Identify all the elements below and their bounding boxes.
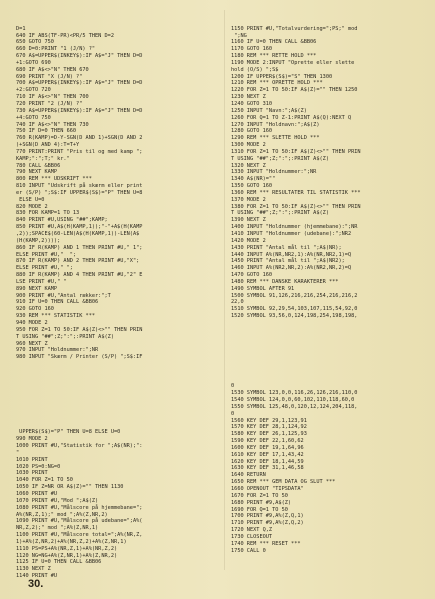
- code-line: 1250 INPUT "Navn:";A$(Z): [231, 107, 307, 114]
- code-line: 1170 GOTO 160: [231, 46, 273, 53]
- code-line: 1490 SYMBOL AFTER 91: [231, 285, 295, 292]
- code-line: 1580 KEY DEF 26,1,125,93: [231, 431, 307, 438]
- code-line: 1660 OPENOUT "TIPSDATA": [231, 486, 304, 492]
- code-line: 810 INPUT "Udskrift på skærm eller print: [16, 183, 143, 190]
- code-line: 640 IF ABS(TF-PR)<PR/5 THEN D=2: [16, 32, 114, 39]
- code-line: +4:GOTO 750: [16, 114, 51, 121]
- code-line: UPPER$(S$)="P" THEN U=8 ELSE U=0: [16, 429, 121, 436]
- code-line: 1630 KEY DEF 31,1,46,58: [231, 465, 304, 472]
- code-line: 1570 KEY DEF 28,1,124,92: [231, 424, 307, 431]
- code-line: 690 PRINT "X (J/N) ?": [16, 73, 83, 80]
- code-line: 1430 PRINT "Antal mål til ";A$(NR);: [231, 244, 342, 251]
- code-line: 1090 PRINT #U,"Målscore på udebane=";A%(: [16, 518, 143, 525]
- code-line: 22,0: [231, 299, 244, 306]
- code-line: 1420 MODE 2: [231, 237, 266, 244]
- right-top-block: [231, 26, 429, 320]
- code-line: 900 PRINT #U,"Antal rækker:";T: [16, 292, 111, 299]
- code-line: 1130 NEXT Z: [16, 566, 51, 573]
- code-line: LSE PRINT #U," ": [16, 278, 67, 285]
- code-line: 1340 A$(NR)="": [231, 176, 276, 183]
- code-line: 1125 IF U=0 THEN CALL &BB06: [16, 559, 102, 566]
- code-line: )+SGN(D AND 4):T=T+Y: [16, 142, 80, 149]
- code-line: 1350 GOTO 160: [231, 183, 273, 190]
- code-line: +1:GOTO 690: [16, 59, 51, 66]
- code-line: 880 IF R(KAMP) AND 4 THEN PRINT #U,"2" E: [16, 272, 143, 279]
- code-line: 1480 REM *** DANSKE KARAKTERER ***: [231, 278, 339, 285]
- code-line: 720 PRINT "2 (J/N) ?": [16, 100, 83, 107]
- code-line: 650 GOTO 750: [16, 39, 54, 46]
- code-line: 1540 SYMBOL 124,0,0,60,102,110,118,60,0: [231, 397, 355, 404]
- code-line: 0: [231, 410, 235, 417]
- code-line: 860 IF R(KAMP) AND 1 THEN PRINT #U," 1";: [16, 244, 143, 251]
- code-line: 920 GOTO 160: [16, 306, 54, 313]
- code-line: 1460 INPUT A%(NR2,NR,2):A%(NR2,NR,2)=Q: [231, 265, 352, 272]
- code-line: 940 MODE 2: [16, 319, 48, 326]
- code-line: 700 A$=UPPER$(INKEY$):IF A$="J" THEN D=D: [16, 80, 143, 87]
- code-line: 870 IF R(KAMP) AND 2 THEN PRINT #U,"X";: [16, 258, 140, 265]
- code-line: 960 NEXT Z: [16, 340, 48, 347]
- code-line: 1260 FOR Q=1 TO Z-1:PRINT A$(Q):NEXT Q: [231, 114, 352, 121]
- code-line: 1100 PRINT #U,"Målscore total=";A%(NR,Z,: [16, 532, 143, 539]
- code-line: +2:GOTO 720: [16, 87, 51, 94]
- code-line: 1280 GOTO 160: [231, 128, 273, 135]
- code-line: ELSE PRINT #U," ";: [16, 265, 73, 272]
- code-line: 770 PRINT:PRINT "Pris til og med kamp ";: [16, 148, 143, 155]
- code-line: T USING "##";Z;":";:PRINT A$(Z): [231, 155, 329, 162]
- code-line: 1200 IF UPPER$(S$)="S" THEN 1300: [231, 73, 333, 80]
- code-line: 1610 KEY DEF 17,1,43,42: [231, 451, 304, 458]
- code-line: 1310 FOR Z=1 TO 50:IF A$(Z)<>"" THEN PRIN: [231, 148, 361, 155]
- code-line: 820 MODE 2: [16, 203, 48, 210]
- code-line: 1080 PRINT #U,"Målscore på hjemmebane=";: [16, 504, 143, 511]
- code-line: 800 REM *** UDSKRIFT ***: [16, 176, 92, 183]
- page-number: 30.: [28, 578, 44, 590]
- code-line: 1390 NEXT Z: [231, 217, 266, 224]
- code-line: 1520 SYMBOL 93,56,0,124,198,254,198,198,: [231, 313, 358, 320]
- code-line: 1600 KEY DEF 19,1,64,96: [231, 444, 304, 451]
- code-line: 1560 KEY DEF 29,1,123,91: [231, 417, 307, 424]
- code-line: 1120 NG=NG+A%(Z,NR,1)+A%(Z,NR,2): [16, 552, 118, 559]
- code-line: er (S/P) ";S$:IF UPPER$(S$)="P" THEN U=8: [16, 189, 143, 196]
- code-line: 1110 PS=PS+A%(NR,Z,1)+A%(NR,Z,2): [16, 545, 118, 552]
- code-line: 1700 PRINT #9,A%(Z,Q,1): [231, 513, 304, 520]
- code-line: 950 FOR Z=1 TO 50:IF A$(Z)<>"" THEN PRIN: [16, 326, 143, 333]
- code-line: 970 INPUT "Holdnummer:";NR: [16, 347, 99, 354]
- code-line: 1640 RETURN: [231, 472, 266, 479]
- left-column: [16, 12, 216, 594]
- code-line: 1300 MODE 2: [231, 142, 266, 149]
- code-line: 1400 INPUT "Holdnummer (hjemmebane):";NR: [231, 224, 358, 231]
- code-line: 1380 FOR Z=1 TO 50:IF A$(Z)<>"" THEN PRIN: [231, 203, 361, 210]
- code-line: 680 IF A$<>"N" THEN 670: [16, 66, 89, 73]
- code-line: 1710 PRINT #9,A%(Z,Q,2): [231, 520, 304, 527]
- code-line: ": [16, 449, 20, 456]
- code-line: 730 A$=UPPER$(INKEY$):IF A$="J" THEN D=D: [16, 107, 143, 114]
- code-line: 1)+A%(Z,NR,2)+A%(NR,Z,2)+A%(Z,NR,1): [16, 538, 127, 545]
- code-line: hold (O/S) ";S$: [231, 66, 279, 73]
- code-line: ELSE U=0: [16, 196, 45, 203]
- code-line: ";NG: [231, 32, 247, 39]
- code-line: 1140 PRINT #U: [16, 573, 58, 580]
- code-line: 930 REM *** STATISTIK ***: [16, 313, 96, 320]
- code-line: 1550 SYMBOL 125,48,0,120,12,124,204,118,: [231, 403, 358, 410]
- code-line: 760 R(KAMP)=D-Y-SGN(D AND 1)+SGN(D AND 2: [16, 135, 143, 142]
- code-line: 1360 REM *** RESULTATER TIL STATISTIK ***: [231, 189, 361, 196]
- code-line: 1530 SYMBOL 123,0,0,116,26,126,216,110,0: [231, 390, 358, 397]
- code-line: 1270 INPUT "Holdnavn:";A$(Z): [231, 121, 320, 128]
- code-line: 750 IF D=0 THEN 660: [16, 128, 77, 135]
- code-line: 1290 REM *** SLETTE HOLD ***: [231, 135, 320, 142]
- code-line: KAMP;":";T;" kr.": [16, 155, 70, 162]
- code-line: 1210 REM *** OPRETTE HOLD ***: [231, 80, 323, 87]
- code-line: 1320 NEXT Z: [231, 162, 266, 169]
- code-line: 1510 SYMBOL 92,29,54,103,107,115,54,92,0: [231, 306, 358, 313]
- code-line: 790 NEXT KAMP: [16, 169, 58, 176]
- code-line: 1650 REM *** GEM DATA OG SLUT ***: [231, 479, 336, 486]
- right-column: [231, 12, 429, 568]
- code-line: 740 IF A$<>"N" THEN 730: [16, 121, 89, 128]
- code-line: A%(NR,Z,1);" mod ";A%(Z,NR,2): [16, 511, 108, 518]
- code-line: 670 A$=UPPER$(INKEY$):IF A$="J" THEN D=D: [16, 53, 143, 60]
- column-divider: [224, 10, 225, 570]
- code-line: NR,Z,2);" mod ";A%(Z,NR,1): [16, 525, 99, 532]
- code-line: 0: [231, 383, 235, 390]
- code-line: 1010 PRINT: [16, 456, 48, 463]
- code-line: 1370 MODE 2: [231, 196, 266, 203]
- code-line: 830 FOR KAMP=1 TO 13: [16, 210, 80, 217]
- left-top-block: [16, 26, 216, 361]
- code-line: 840 PRINT #U,USING "##";KAMP;: [16, 217, 108, 224]
- code-line: 1680 PRINT #9,A$(Z): [231, 499, 292, 506]
- code-line: 1150 PRINT #U,"Totalvurdering=";PS;" mod: [231, 25, 358, 32]
- code-line: 1730 CLOSEOUT: [231, 533, 273, 540]
- code-line: 1180 REM *** RETTE HOLD ***: [231, 53, 317, 60]
- code-line: 1160 IF U=0 THEN CALL &BB06: [231, 39, 317, 46]
- left-gap: [16, 375, 216, 416]
- code-line: 1240 GOTO 310: [231, 100, 273, 107]
- code-line: T USING "##";Z;":";:PRINT A$(Z): [231, 210, 329, 217]
- code-line: 1190 MODE 2:INPUT "Oprette eller slette: [231, 59, 355, 66]
- code-line: 1590 KEY DEF 22,1,60,62: [231, 438, 304, 445]
- code-line: ELSE PRINT #U," ";: [16, 251, 77, 258]
- code-line: 1040 FOR Z=1 TO 50: [16, 477, 73, 484]
- code-line: 1720 NEXT Q,Z: [231, 527, 273, 534]
- left-bottom-block: [16, 429, 216, 580]
- code-line: 1050 IF Z=NR OR A$(Z)="" THEN 1130: [16, 484, 124, 491]
- code-line: 910 IF U=0 THEN CALL &BB06: [16, 299, 99, 306]
- code-line: 1450 PRINT "Antal mål til ";A$(NR2);: [231, 258, 345, 265]
- code-line: 780 CALL &BB06: [16, 162, 61, 169]
- code-line: 1670 FOR Z=1 TO 50: [231, 492, 288, 499]
- code-line: 1230 NEXT Z: [231, 94, 266, 101]
- code-line: 1740 REM *** RESET ***: [231, 540, 301, 547]
- code-line: D=1: [16, 25, 26, 32]
- code-line: 1030 PRINT: [16, 470, 48, 477]
- code-line: ,2));SPACE$(60-LEN(A$(H(KAMP,1))-LEN(A$: [16, 231, 140, 237]
- code-line: 1470 GOTO 160: [231, 272, 273, 279]
- code-line: 980 INPUT "Skærm / Printer (S/P) ";S$:IF: [16, 354, 143, 361]
- code-line: 1000 PRINT #U,"Statistik for ";A$(NR);":: [16, 443, 143, 450]
- code-line: 1690 FOR Q=1 TO 50: [231, 506, 288, 513]
- code-line: 660 D=0:PRINT "1 (J/N) ?": [16, 46, 96, 53]
- right-gap: [231, 334, 429, 370]
- code-line: 1020 PS=0:NG=0: [16, 463, 61, 470]
- code-line: 1060 PRINT #U: [16, 491, 58, 497]
- code-line: 1620 KEY DEF 18,1,44,59: [231, 458, 304, 465]
- code-line: 1750 CALL 0: [231, 547, 266, 554]
- code-line: 990 MODE 2: [16, 436, 48, 443]
- code-line: 890 NEXT KAMP: [16, 285, 58, 292]
- code-line: 850 PRINT #U,A$(H(KAMP,1));"-"+A$(H(KAMP: [16, 224, 143, 231]
- code-line: 1410 INPUT "Holdnummer (udebane):";NR2: [231, 231, 352, 237]
- code-line: 1070 PRINT #U,"Mod ";A$(Z): [16, 497, 99, 504]
- code-line: 1220 FOR Z=1 TO 50:IF A$(Z)="" THEN 1250: [231, 87, 358, 94]
- code-line: 1500 SYMBOL 91,126,216,216,254,216,216,2: [231, 292, 358, 299]
- code-line: 710 IF A$<>"N" THEN 700: [16, 94, 89, 101]
- code-line: 1330 INPUT "Holdnummer:";NR: [231, 169, 317, 176]
- right-bottom-block: [231, 383, 429, 554]
- code-line: (H(KAMP,2))));: [16, 237, 61, 244]
- code-line: 1440 INPUT A%(NR,NR2,1):A%(NR,NR2,1)=Q: [231, 251, 352, 258]
- code-line: T USING "##";Z;":";:PRINT A$(Z): [16, 333, 114, 340]
